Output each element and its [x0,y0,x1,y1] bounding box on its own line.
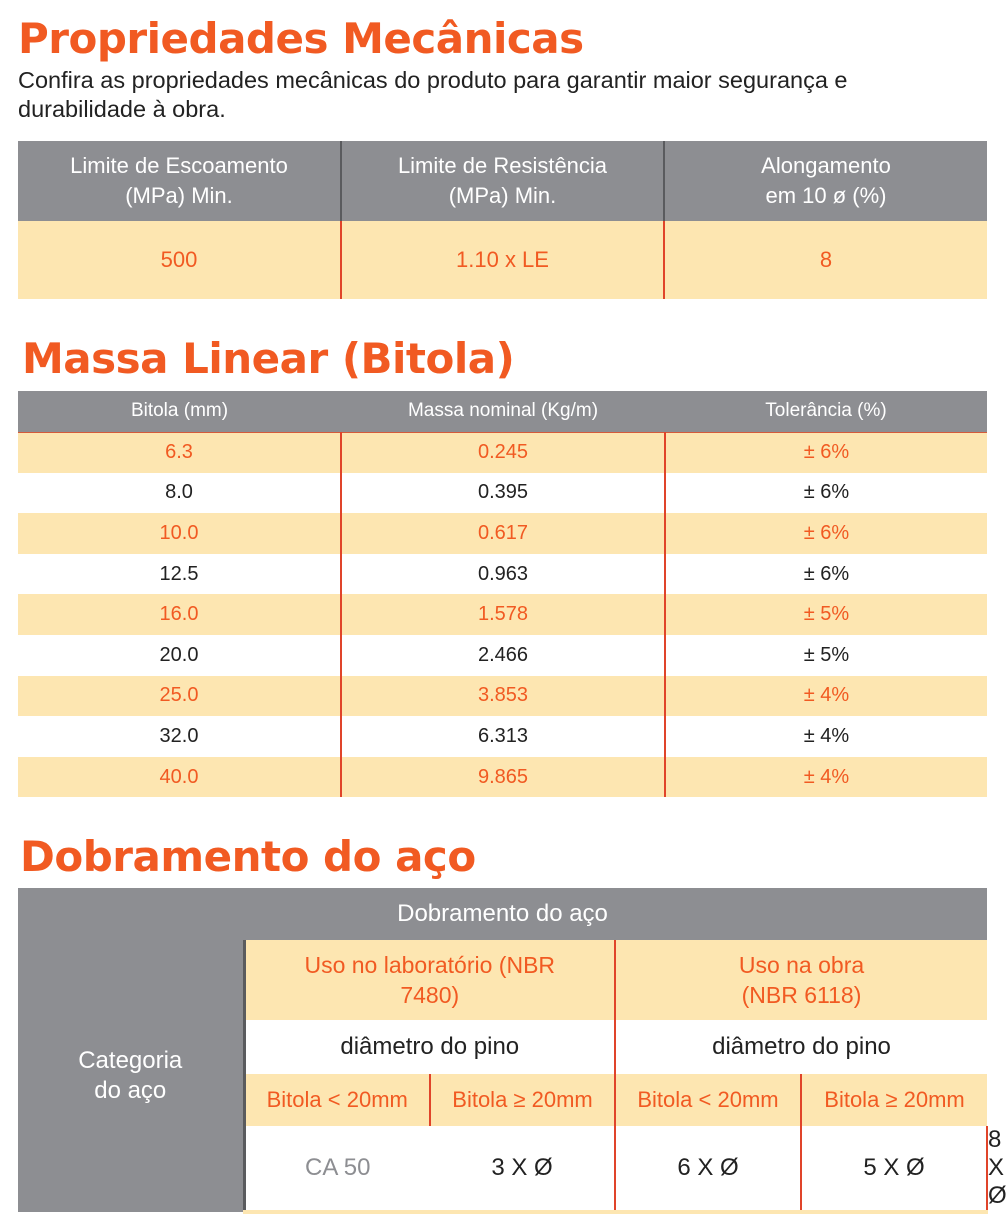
mechanical-properties-table [18,141,987,299]
mechanical-properties-title: Propriedades Mecânicas [18,14,584,63]
value-lab-under-20: 3 X Ø [430,1126,615,1212]
subheader-site-under-20: Bitola < 20mm [615,1074,801,1126]
header-nominal-mass: Massa nominal (Kg/m) [341,391,665,432]
table-row [18,676,987,717]
gauge-cell: 6.3 [18,432,341,473]
gauge-cell: 16.0 [18,594,341,635]
value-tensile-limit: 1.10 x LE [341,221,664,299]
gauge-cell: 10.0 [18,513,341,554]
tolerance-cell: ± 6% [665,473,987,514]
header-line: Categoria [78,1047,183,1074]
pin-diameter-lab: diâmetro do pino [244,1020,615,1074]
table-row [18,432,987,473]
linear-mass-table [18,391,987,797]
table-row [18,594,987,635]
mass-cell: 1.578 [341,594,665,635]
table-row [18,554,987,595]
header-line: Limite de Escoamento [70,153,288,178]
header-line: (MPa) Min. [125,183,233,208]
subheader-site-over-20: Bitola ≥ 20mm [801,1074,987,1126]
header-line: 7480) [400,982,460,1008]
mass-cell: 2.466 [341,635,665,676]
gauge-cell: 32.0 [18,716,341,757]
value-elongation: 8 [664,221,987,299]
header-gauge: Bitola (mm) [18,391,341,432]
table-row [18,716,987,757]
table-row: CA 50 3 X Ø 6 X Ø 5 X Ø 8 X Ø [18,1126,987,1212]
header-lab-use [244,940,615,1020]
header-line: Limite de Resistência [397,153,608,178]
subheader-lab-over-20: Bitola ≥ 20mm [430,1074,615,1126]
table-row [18,757,987,798]
header-line: (MPa) Min. [448,183,557,208]
header-tensile-limit [341,141,664,221]
header-tolerance: Tolerância (%) [665,391,987,432]
header-yield-limit [18,141,341,221]
header-site-use [615,940,987,1020]
bending-title: Dobramento do aço [20,832,476,881]
header-line: Uso no laboratório (NBR [304,952,556,978]
bending-table [18,888,1007,1214]
gauge-cell: 20.0 [18,635,341,676]
value-lab-over-20: 6 X Ø [615,1126,801,1212]
gauge-cell: 40.0 [18,757,341,798]
gauge-cell: 12.5 [18,554,341,595]
header-line: do aço [94,1077,167,1104]
header-line: em 10 ø (%) [765,183,887,208]
mass-cell: 0.245 [341,432,665,473]
bending-table-title: Dobramento do aço [18,888,987,940]
value-site-under-20: 5 X Ø [801,1126,987,1212]
table-title-row [18,888,987,940]
gauge-cell: 25.0 [18,676,341,717]
gauge-cell: 8.0 [18,473,341,514]
table-row [18,221,987,299]
table-row [18,635,987,676]
header-steel-category [18,940,244,1212]
table-header-row [18,940,987,1020]
tolerance-cell: ± 6% [665,513,987,554]
header-line: Alongamento [761,153,891,178]
tolerance-cell: ± 5% [665,635,987,676]
subheader-lab-under-20: Bitola < 20mm [244,1074,430,1126]
linear-mass-title: Massa Linear (Bitola) [22,334,515,383]
tolerance-cell: ± 6% [665,432,987,473]
mass-cell: 0.963 [341,554,665,595]
mechanical-properties-subtitle: Confira as propriedades mecânicas do produto para garantir maior segurança e durabilidade à obra. [18,67,848,122]
category-cell: CA 50 [244,1126,430,1212]
pin-diameter-site: diâmetro do pino [615,1020,987,1074]
mass-cell: 6.313 [341,716,665,757]
table-row [18,473,987,514]
tolerance-cell: ± 4% [665,716,987,757]
mass-cell: 0.395 [341,473,665,514]
table-header-row [18,391,987,432]
tolerance-cell: ± 4% [665,676,987,717]
value-yield-limit: 500 [18,221,341,299]
mass-cell: 9.865 [341,757,665,798]
table-row [18,513,987,554]
header-line: (NBR 6118) [741,982,862,1008]
header-elongation [664,141,987,221]
tolerance-cell: ± 5% [665,594,987,635]
mass-cell: 0.617 [341,513,665,554]
tolerance-cell: ± 4% [665,757,987,798]
header-line: Uso na obra [738,952,865,978]
tolerance-cell: ± 6% [665,554,987,595]
table-header-row [18,141,987,221]
mass-cell: 3.853 [341,676,665,717]
